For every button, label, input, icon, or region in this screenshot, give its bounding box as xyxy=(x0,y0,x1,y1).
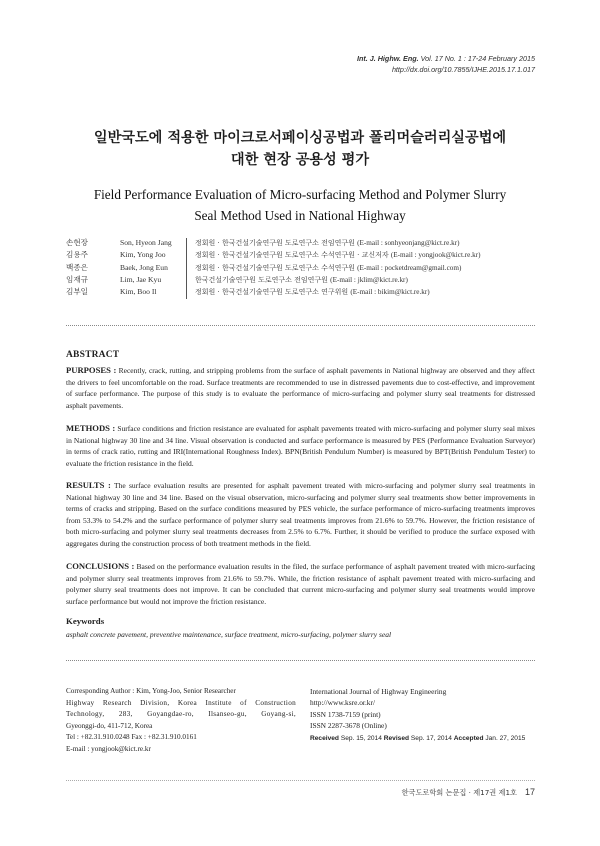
author-row xyxy=(66,274,536,286)
author-affiliation xyxy=(195,274,408,286)
title-english-line2: Seal Method Used in National Highway xyxy=(194,208,406,223)
corr-author: Corresponding Author : Kim, Yong-Joo, Senior Researcher xyxy=(66,687,236,695)
revised-label: Revised xyxy=(383,735,410,743)
issn-print: ISSN 1738-7159 (print) xyxy=(310,709,381,719)
author-name-ko: 백종은 xyxy=(66,262,89,272)
author-affiliation xyxy=(195,237,460,249)
volume-info: Vol. 17 No. 1 : 17-24 February 2015 xyxy=(420,54,535,63)
keywords-text: asphalt concrete pavement, preventive maintenance, surface treatment, micro-surfacing, polymer slurry seal xyxy=(66,630,392,639)
results-text: The surface evaluation results are presented for asphalt pavement treated with micro-surfacing and polymer slurry seal treatments in National highway 30 line and 34 line. Based on the visual observation, micro-surfacing and polymer slurry seal treatments show better improvements in terms of cracks and stripping. Based on the surface conditions measured by PES vehicle, the surface performance of micro-surfacing treatments improves from 53.3% to 54.2% and the surface performance of polymer slurry seal treatments improves from 21.6% to 59.7%. However, the friction resistance of both micro-surfacing and polymer slurry seal treatments decreases from 2.5% to 6.7%. Further, it should be verified to produce the surface exposed with aggregates during the construction process of both treatment methods in the field. xyxy=(66,481,535,548)
title-korean-line1: 일반국도에 적용한 마이크로서페이싱공법과 폴리머슬러리실공법에 xyxy=(93,130,507,146)
section-divider xyxy=(66,325,535,326)
author-row xyxy=(66,286,536,298)
author-name-en: Son, Hyeon Jang xyxy=(120,238,172,247)
affiliation-text: 정회원 · 한국건설기술연구원 도로연구소 전임연구원 xyxy=(195,239,355,247)
title-english-line1: Field Performance Evaluation of Micro-surfacing Method and Polymer Slurry xyxy=(93,187,507,202)
journal-citation xyxy=(357,53,535,64)
author-name-ko: 김용주 xyxy=(66,250,89,260)
accepted-date: Jan. 27, 2015 xyxy=(485,735,526,743)
title-korean-line2: 대한 현장 공용성 평가 xyxy=(230,152,370,168)
abstract-heading: ABSTRACT xyxy=(66,350,120,360)
author-name-ko: 손현장 xyxy=(66,238,89,247)
author-name-en: Kim, Boo Il xyxy=(120,287,157,297)
footer-divider xyxy=(66,780,535,781)
page-number: 17 xyxy=(524,787,535,797)
author-list xyxy=(66,237,536,298)
corr-phone: Tel : +82.31.910.0248 Fax : +82.31.910.0161 xyxy=(66,733,197,741)
abstract-purposes xyxy=(66,365,535,411)
doi-link[interactable]: http://dx.doi.org/10.7855/IJHE.2015.17.1.017 xyxy=(391,65,535,74)
author-affiliation xyxy=(195,286,430,298)
issn-online: ISSN 2287-3678 (Online) xyxy=(310,720,387,730)
author-email[interactable]: (E-mail : jklim@kict.re.kr) xyxy=(330,275,408,284)
journal-header xyxy=(357,53,535,75)
affiliation-text: 정회원 · 한국건설기술연구원 도로연구소 수석연구원 xyxy=(195,263,355,272)
keywords-heading: Keywords xyxy=(66,616,105,626)
corr-affiliation: Highway Research Division, Korea Institute of Construction xyxy=(66,698,296,707)
author-name-en: Lim, Jae Kyu xyxy=(120,274,162,284)
author-affiliation xyxy=(195,249,481,261)
author-row xyxy=(66,262,536,274)
author-row xyxy=(66,249,536,261)
author-row xyxy=(66,237,536,249)
affiliation-text: 정회원 · 한국건설기술연구원 도로연구소 연구위원 xyxy=(195,288,349,297)
author-divider xyxy=(186,238,187,299)
received-label: Received xyxy=(310,735,339,743)
abstract-methods xyxy=(66,423,535,469)
author-affiliation xyxy=(195,262,461,274)
author-name-ko: 김부일 xyxy=(66,287,89,297)
abstract-results xyxy=(66,480,535,550)
journal-url[interactable]: http://www.ksre.or.kr/ xyxy=(310,698,376,708)
author-name-ko: 임재규 xyxy=(66,274,89,284)
section-divider xyxy=(66,660,535,661)
received-date: Sep. 15, 2014 xyxy=(340,735,382,743)
results-label: RESULTS : xyxy=(66,480,111,490)
affiliation-text: 한국건설기술연구원 도로연구소 전임연구원 xyxy=(195,275,328,284)
submission-dates xyxy=(310,733,540,744)
conclusions-label: CONCLUSIONS : xyxy=(66,561,135,571)
author-email[interactable]: (E-mail : pocketdream@gmail.com) xyxy=(357,263,462,272)
page-footer xyxy=(402,787,535,798)
methods-text: Surface conditions and friction resistance are evaluated for asphalt pavements treated with micro-surfacing and polymer slurry seal mixes in National highway 30 line and 34 line. Visual observation is conducted and surface performance is measured by PES (Performance Evaluation Surveyor) in terms of crack ratio, rutting and IRI(International Roughness Index). BPN(British Pendulum Number) is measured by BPT(British Pendulum Tester) to evaluate the friction resistance in the field. xyxy=(66,424,535,468)
corr-email[interactable]: E-mail : yongjook@kict.re.kr xyxy=(66,744,151,753)
footer-journal: 한국도로학회 논문집 · 제17권 제1호 xyxy=(401,788,517,797)
author-name-en: Kim, Yong Joo xyxy=(120,250,166,260)
correspondence-block xyxy=(66,686,296,755)
methods-label: METHODS : xyxy=(66,423,116,433)
title-korean xyxy=(0,127,600,171)
journal-abbrev: Int. J. Highw. Eng. xyxy=(356,54,419,63)
author-email[interactable]: (E-mail : sonhyeonjang@kict.re.kr) xyxy=(357,239,460,247)
journal-name: International Journal of Highway Engineering xyxy=(310,687,447,696)
journal-info-block xyxy=(310,686,540,744)
author-email[interactable]: (E-mail : bikim@kict.re.kr) xyxy=(350,288,430,297)
abstract-conclusions xyxy=(66,561,535,607)
purposes-label: PURPOSES : xyxy=(66,365,117,375)
accepted-label: Accepted xyxy=(453,735,484,743)
revised-date: Sep. 17, 2014 xyxy=(410,735,452,743)
corr-address: Technology, 283, Goyangdae-ro, Ilsanseo-gu, Goyang-si, xyxy=(66,710,296,718)
author-email[interactable]: (E-mail : yongjook@kict.re.kr) xyxy=(390,251,481,260)
conclusions-text: Based on the performance evaluation results in the filed, the surface performance of asphalt pavement treated with micro-surfacing and polymer slurry seal treatments improves from 21.6% to 59.7%. While, the friction resistance of asphalt pavement treated with micro-surfacing and polymer slurry seal treatments does not improve. It can be concluded that current micro-surfacing and polymer slurry seal treatments would improve surface performance but would not improve the friction resistance. xyxy=(66,562,535,606)
affiliation-text: 정회원 · 한국건설기술연구원 도로연구소 수석연구원 · 교신저자 xyxy=(195,251,389,260)
corr-region: Gyeonggi-do, 411-712, Korea xyxy=(66,721,153,730)
author-name-en: Baek, Jong Eun xyxy=(120,262,168,272)
title-english xyxy=(0,184,600,226)
purposes-text: Recently, crack, rutting, and stripping problems from the surface of asphalt pavements in National highway are observed and they affect the drivers to feel uncomfortable on the road. Surface treatments are recommended to use in distressed pavements due to cost-effective, and improvement of surface performance. The purpose of this study is to evaluate the performance of micro-surfacing and polymer slurry seal treatments for distressed asphalt pavements. xyxy=(66,366,536,410)
